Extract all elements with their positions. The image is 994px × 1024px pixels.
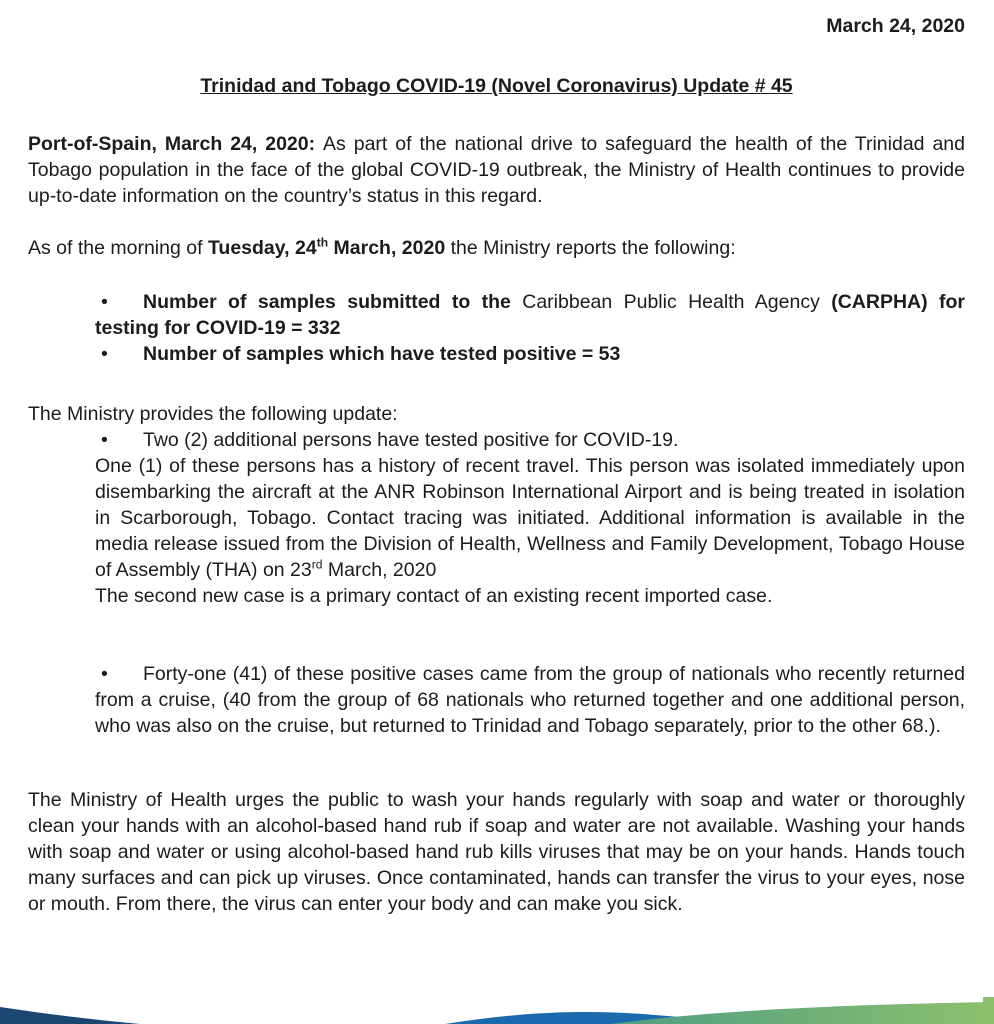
advice-paragraph: The Ministry of Health urges the public to wash your hands regularly with soap and water or thoroughly clean your hands with an alcohol-based hand rub if soap and water are not available. Washing your hands with soap and water or using alcohol-based hand rub kills viruses that may be on your hands. Hands touch many surfaces and can pick up viruses. Once contaminated, hands can transfer the virus to your eyes, nose or mouth. From there, the virus can enter your body and can make you sick. xyxy=(28,789,965,915)
bullet-dot-icon: • xyxy=(101,663,108,685)
update-intro-line: The Ministry provides the following update: xyxy=(28,403,398,425)
bullet-dot-icon: • xyxy=(101,291,108,313)
bullet-item-samples-submitted xyxy=(28,289,965,341)
bullet-dot-icon: • xyxy=(101,429,108,451)
second-case-line: The second new case is a primary contact of an existing recent imported case. xyxy=(95,585,773,607)
bullet-text: Number of samples submitted to the Caribbean Public Health Agency (CARPHA) for testing for COVID-19 = 332 xyxy=(95,291,965,339)
page-title: Trinidad and Tobago COVID-19 (Novel Coronavirus) Update # 45 xyxy=(200,75,793,97)
bullet-item-cruise-cases xyxy=(28,661,965,739)
bullet-text: Two (2) additional persons have tested positive for COVID-19. xyxy=(143,429,679,451)
bullet-item-new-cases xyxy=(28,427,965,453)
bullet-dot-icon: • xyxy=(101,343,108,365)
date-line: March 24, 2020 xyxy=(826,15,965,37)
bullet-text: Forty-one (41) of these positive cases came from the group of nationals who recently returned from a cruise, (40 from the group of 68 nationals who returned together and one additional person, who was also on the cruise, but returned to Trinidad and Tobago separately, prior to the other 68.). xyxy=(95,663,965,737)
case-detail-paragraph: One (1) of these persons has a history of recent travel. This person was isolated immediately upon disembarking the aircraft at the ANR Robinson International Airport and is being treated in isolation in Scarborough, Tobago. Contact tracing was initiated. Additional information is available in the media release issued from the Division of Health, Wellness and Family Development, Tobago House of Assembly (THA) on 23rd March, 2020 xyxy=(95,455,965,581)
green-edge-bar xyxy=(983,997,994,1024)
footer-wave-graphic xyxy=(0,994,994,1024)
green-wave-shape xyxy=(610,1002,994,1024)
bullet-item-samples-positive xyxy=(28,341,965,367)
intro-paragraph: Port-of-Spain, March 24, 2020: As part of the national drive to safeguard the health of the Trinidad and Tobago population in the face of the global COVID-19 outbreak, the Ministry of Health continues to provide up-to-date information on the country’s status in this regard. xyxy=(28,133,965,207)
navy-wave-shape xyxy=(0,1007,140,1024)
samples-bullet-list xyxy=(28,289,965,367)
bullet-text: Number of samples which have tested positive = 53 xyxy=(143,343,621,365)
report-date-line: As of the morning of Tuesday, 24th March, 2020 the Ministry reports the following: xyxy=(28,235,736,259)
